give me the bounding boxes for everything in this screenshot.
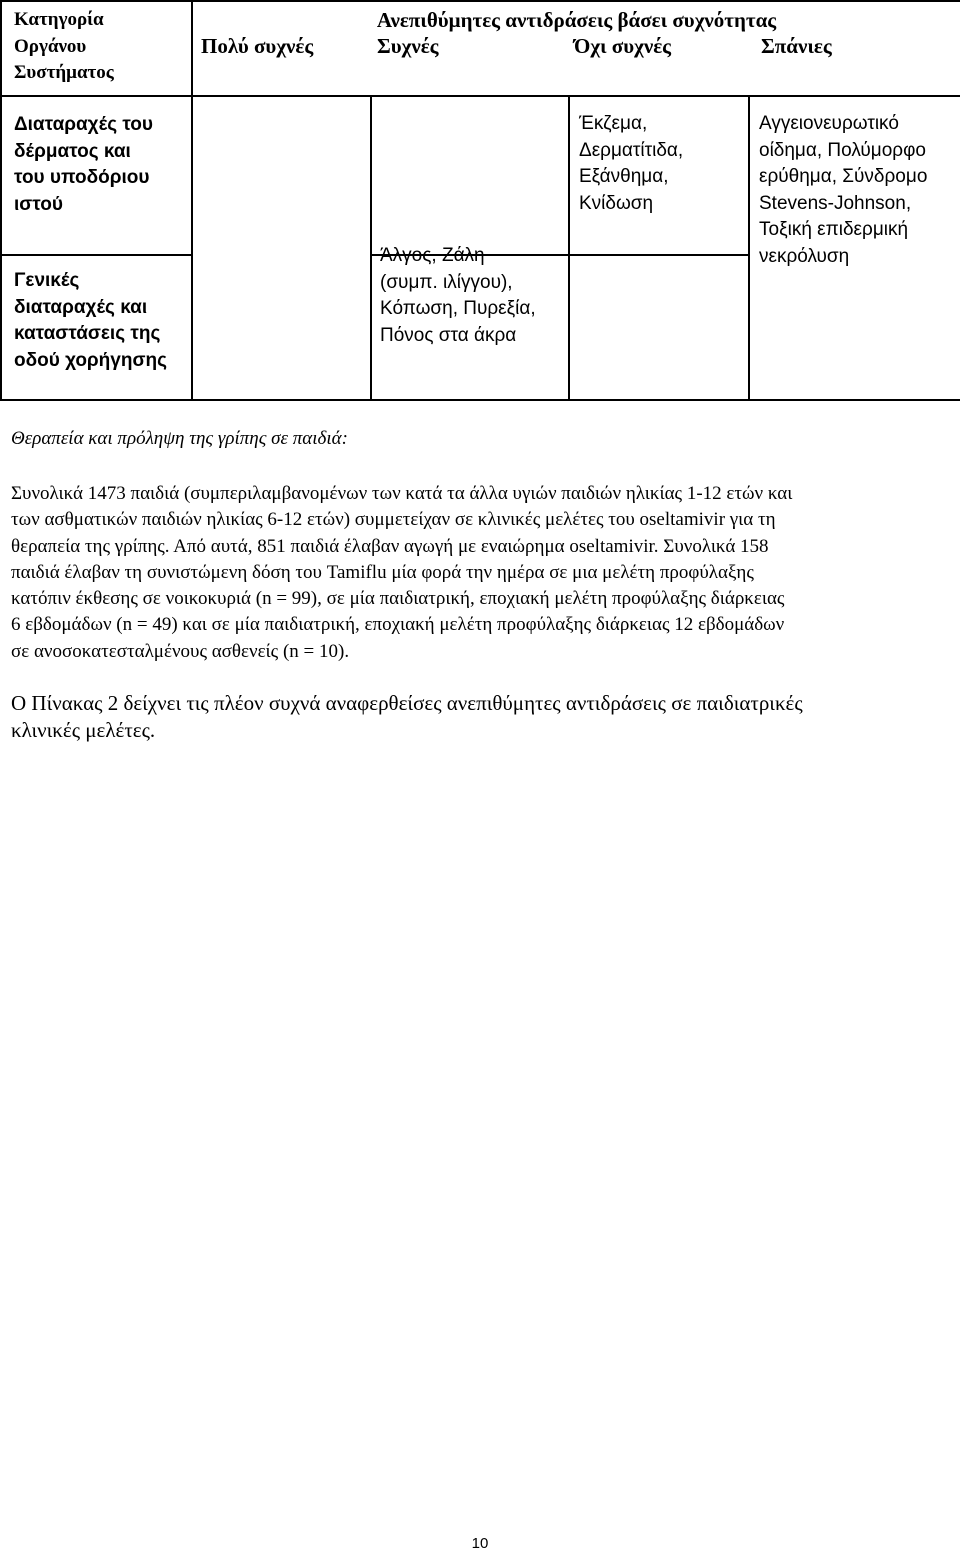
paragraph-children-studies <box>11 481 946 665</box>
paragraph-line: των ασθματικών παιδιών ηλικίας 6-12 ετών) συμμετείχαν σε κλινικές μελέτες του oseltamivir για τη <box>11 509 776 531</box>
category-line: Διαταραχές του <box>14 114 153 135</box>
rare-cell <box>749 96 960 400</box>
reaction-line: (συμπ. ιλίγγου), <box>380 271 513 293</box>
paragraph-line: παιδιά έλαβαν τη συνιστώμενη δόση του Tamiflu μία φορά την ημέρα σε μια μελέτη προφύλαξης <box>11 561 754 583</box>
page-number: 10 <box>471 1535 489 1552</box>
reaction-line: Έκζεμα, <box>579 113 648 134</box>
frequency-columns <box>193 33 960 61</box>
paragraph-line: θεραπεία της γρίπης. Από αυτά, 851 παιδιά έλαβαν αγωγή με εναιώρημα oseltamivir. Συνολικά 158 <box>11 535 769 557</box>
paragraph-line: σε ανοσοκατεσταλμένους ασθενείς (n = 10). <box>11 640 350 662</box>
common-cell <box>371 96 569 255</box>
col-common: Συχνές <box>377 34 439 58</box>
uncommon-cell <box>569 96 749 255</box>
table-header-row <box>1 1 960 96</box>
paragraph-line: 6 εβδομάδων (n = 49) και σε μία παιδιατρική, εποχιακή μελέτη προφύλαξης διάρκειας 12 εβδομάδων <box>11 614 785 636</box>
common-reactions <box>380 243 536 349</box>
category-line: καταστάσεις της <box>14 323 161 344</box>
reaction-line: Κνίδωση <box>579 192 654 214</box>
category-line: Γενικές <box>14 270 80 291</box>
header-title: Ανεπιθύμητες αντιδράσεις βάσει συχνότητας <box>376 8 777 32</box>
col-very-common: Πολύ συχνές <box>201 34 314 58</box>
reaction-line: Εξάνθημα, <box>579 166 669 187</box>
category-line: ιστού <box>14 193 63 215</box>
paragraph-line: Συνολικά 1473 παιδιά (συμπεριλαμβανομένων των κατά τα άλλα υγιών παιδιών ηλικίας 1-12 ετών και <box>11 483 793 504</box>
header-category-line: Οργάνου <box>14 35 87 57</box>
col-uncommon: Όχι συχνές <box>574 34 672 58</box>
category-line: του υποδόριου <box>14 167 150 188</box>
category-line: δέρματος και <box>14 140 131 162</box>
reaction-line: Τοξική επιδερμική <box>759 219 909 240</box>
paragraph-table-reference <box>11 690 946 744</box>
section-heading: Θεραπεία και πρόληψη της γρίπης σε παιδιά: <box>11 428 348 449</box>
header-category-cell <box>1 1 192 96</box>
col-rare: Σπάνιες <box>761 34 832 58</box>
reaction-line: Άλγος, Ζάλη <box>380 245 485 266</box>
header-category-line: Κατηγορία <box>14 9 104 30</box>
reaction-line: οίδημα, Πολύμορφο <box>759 139 926 161</box>
row-category-cell <box>1 255 192 400</box>
reaction-line: Πόνος στα άκρα <box>380 324 517 346</box>
reaction-line: νεκρόλυση <box>759 245 850 267</box>
paragraph-line: Ο Πίνακας 2 δείχνει τις πλέον συχνά αναφερθείσες ανεπιθύμητες αντιδράσεις σε παιδιατρικές <box>11 691 803 715</box>
header-frequency-cell <box>192 1 960 96</box>
uncommon-cell <box>569 255 749 400</box>
category-line: οδού χορήγησης <box>14 349 167 371</box>
table-row <box>1 96 960 255</box>
common-cell <box>371 245 569 400</box>
reaction-line: ερύθημα, Σύνδρομο <box>759 166 928 187</box>
paragraph-line: κλινικές μελέτες. <box>11 718 156 742</box>
reaction-line: Stevens-Johnson, <box>759 192 912 214</box>
adverse-reactions-table <box>0 0 960 401</box>
category-line: διαταραχές και <box>14 296 148 318</box>
header-category-line: Συστήματος <box>14 62 114 83</box>
reaction-line: Κόπωση, Πυρεξία, <box>380 298 536 319</box>
very-common-cell <box>192 96 371 400</box>
row-category-cell <box>1 96 192 255</box>
paragraph-line: κατόπιν έκθεσης σε νοικοκυριά (n = 99), σε μία παιδιατρική, εποχιακή μελέτη προφύλαξης διάρκειας <box>11 588 785 610</box>
reaction-line: Δερματίτιδα, <box>579 139 684 161</box>
reaction-line: Αγγειονευρωτικό <box>759 113 899 134</box>
